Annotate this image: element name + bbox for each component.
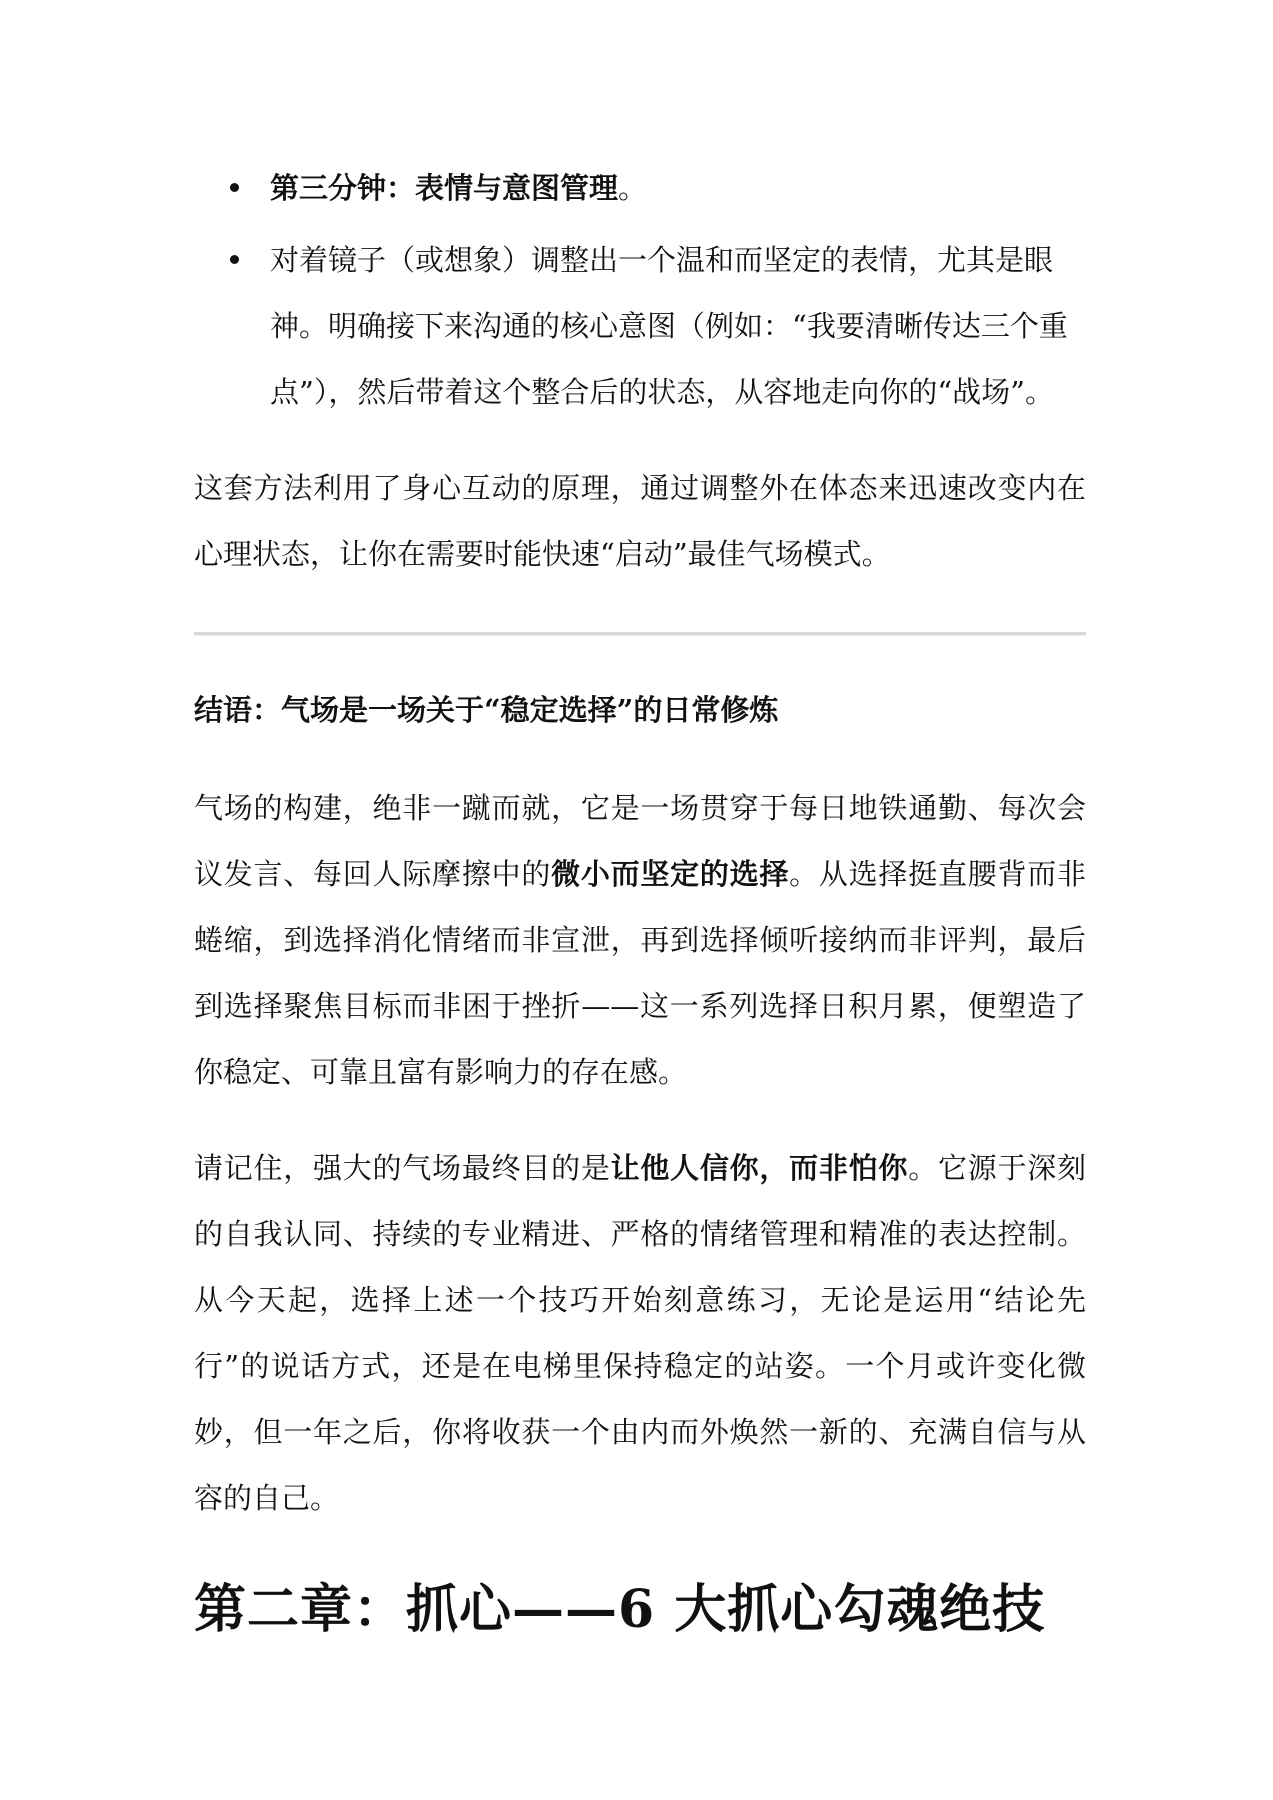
summary-paragraph: 这套方法利用了身心互动的原理，通过调整外在体态来迅速改变内在心理状态，让你在需要时能快速“启动”最佳气场模式。 [194, 471, 1086, 571]
section-title: 结语：气场是一场关于“稳定选择”的日常修炼 [194, 693, 779, 727]
bullet-item-third-minute [194, 155, 1086, 221]
bullet-dot-icon [230, 255, 239, 264]
bullet-bold-text: 第三分钟：表情与意图管理 [270, 171, 619, 205]
paragraph-text: 请记住，强大的气场最终目的是 [194, 1151, 611, 1185]
paragraph-text: 气场的构建，绝非一蹴而就，它是一场贯穿于每日地铁通勤、每次会议发言、每回人际摩擦中的 [194, 791, 1086, 891]
conclusion-paragraph-1 [194, 775, 1086, 1105]
paragraph-text: 。它源于深刻的自我认同、持续的专业精进、严格的情绪管理和精准的表达控制。从今天起，选择上述一个技巧开始刻意练习，无论是运用“结论先行”的说话方式，还是在电梯里保持稳定的站姿。一个月或许变化微妙，但一年之后，你将收获一个由内而外焕然一新的、充满自信与从容的自己。 [194, 1151, 1086, 1515]
paragraph-text: 。从选择挺直腰背而非蜷缩，到选择消化情绪而非宣泄，再到选择倾听接纳而非评判，最后到选择聚焦目标而非困于挫折——这一系列选择日积月累，便塑造了你稳定、可靠且富有影响力的存在感。 [194, 857, 1086, 1089]
chapter-title: 第二章：抓心——6 大抓心勾魂绝技 [194, 1579, 1046, 1640]
bullet-item-mirror [194, 227, 1086, 425]
bullet-text: 对着镜子（或想象）调整出一个温和而坚定的表情，尤其是眼神。明确接下来沟通的核心意图（例如：“我要清晰传达三个重点”），然后带着这个整合后的状态，从容地走向你的“战场”。 [270, 243, 1068, 409]
paragraph-bold-text: 微小而坚定的选择 [551, 857, 790, 891]
bullet-text: 。 [618, 171, 648, 205]
conclusion-paragraph-2 [194, 1135, 1086, 1531]
bullet-list [194, 155, 1086, 425]
horizontal-divider [194, 632, 1086, 636]
paragraph-bold-text: 让他人信你，而非怕你 [610, 1151, 909, 1185]
bullet-dot-icon [230, 183, 239, 192]
